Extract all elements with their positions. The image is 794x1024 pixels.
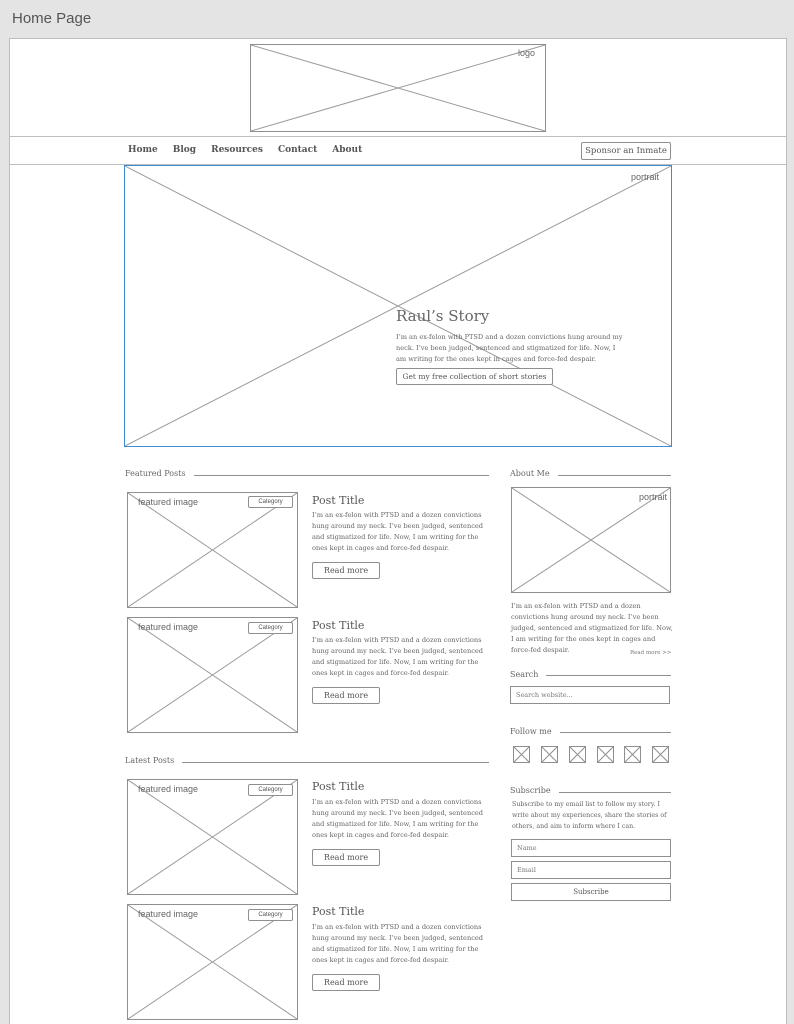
subscribe-label: Subscribe bbox=[510, 786, 559, 795]
search-label: Search bbox=[510, 670, 546, 679]
follow-me-label: Follow me bbox=[510, 727, 560, 736]
featured-image-tag: featured image bbox=[138, 497, 199, 507]
hero-image-tag: portrait bbox=[630, 172, 659, 182]
about-me-label: About Me bbox=[510, 469, 558, 478]
free-stories-button[interactable]: Get my free collection of short stories bbox=[396, 368, 553, 385]
latest-posts-label: Latest Posts bbox=[125, 756, 182, 765]
social-icon-2[interactable] bbox=[541, 746, 558, 763]
main-nav bbox=[128, 145, 362, 155]
nav-item-contact[interactable]: Contact bbox=[277, 145, 318, 155]
email-field[interactable]: Email bbox=[511, 861, 671, 879]
page-label: Home Page bbox=[12, 10, 92, 27]
sponsor-button[interactable]: Sponsor an Inmate bbox=[581, 142, 671, 160]
featured-posts-label: Featured Posts bbox=[125, 469, 194, 478]
nav-item-resources[interactable]: Resources bbox=[211, 145, 263, 155]
about-portrait[interactable] bbox=[511, 487, 671, 593]
post-excerpt: I’m an ex-felon with PTSD and a dozen convictions hung around my neck. I’ve been judged, sentenced and stigmatized for life. Now, I am writing for the ones kept in cages and force-fed despair. bbox=[312, 636, 484, 677]
featured-image-tag: featured image bbox=[138, 909, 199, 919]
read-more-button[interactable]: Read more bbox=[312, 562, 380, 579]
social-icon-5[interactable] bbox=[624, 746, 641, 763]
post-title[interactable]: Post Title bbox=[312, 780, 365, 793]
about-read-more-link[interactable]: Read more >> bbox=[630, 650, 672, 656]
hero-portrait[interactable] bbox=[124, 165, 672, 447]
subscribe-button[interactable]: Subscribe bbox=[511, 883, 671, 901]
featured-image-tag: featured image bbox=[138, 784, 199, 794]
artboard bbox=[9, 38, 787, 1024]
search-input[interactable]: Search website... bbox=[510, 686, 670, 704]
logo-placeholder[interactable] bbox=[250, 44, 546, 132]
post-featured-image[interactable] bbox=[127, 617, 298, 733]
nav-item-about[interactable]: About bbox=[332, 145, 363, 155]
post-excerpt: I’m an ex-felon with PTSD and a dozen convictions hung around my neck. I’ve been judged, sentenced and stigmatized for life. Now, I am writing for the ones kept in cages and force-fed despair. bbox=[312, 923, 484, 964]
post-featured-image[interactable] bbox=[127, 904, 298, 1020]
post-title[interactable]: Post Title bbox=[312, 494, 365, 507]
post-excerpt: I’m an ex-felon with PTSD and a dozen convictions hung around my neck. I’ve been judged, sentenced and stigmatized for life. Now, I am writing for the ones kept in cages and force-fed despair. bbox=[312, 798, 484, 839]
name-field[interactable]: Name bbox=[511, 839, 671, 857]
category-badge[interactable]: Category bbox=[248, 622, 293, 634]
about-image-tag: portrait bbox=[638, 492, 667, 502]
category-badge[interactable]: Category bbox=[248, 784, 293, 796]
post-title[interactable]: Post Title bbox=[312, 905, 365, 918]
logo-tag: logo bbox=[517, 48, 535, 58]
read-more-button[interactable]: Read more bbox=[312, 849, 380, 866]
social-icon-4[interactable] bbox=[597, 746, 614, 763]
post-featured-image[interactable] bbox=[127, 779, 298, 895]
category-badge[interactable]: Category bbox=[248, 496, 293, 508]
featured-image-tag: featured image bbox=[138, 622, 199, 632]
about-text: I’m an ex-felon with PTSD and a dozen convictions hung around my neck. I’ve been judged, sentenced and stigmatized for life. Now, I am writing for the ones kept in cages and force-fed despair. bbox=[511, 602, 673, 654]
social-icon-3[interactable] bbox=[569, 746, 586, 763]
nav-item-blog[interactable]: Blog bbox=[172, 145, 197, 155]
nav-item-home[interactable]: Home bbox=[128, 145, 158, 155]
social-icon-6[interactable] bbox=[652, 746, 669, 763]
hero-text: I’m an ex-felon with PTSD and a dozen convictions hung around my neck. I’ve been judged, sentenced and stigmatized for life. Now, I am writing for the ones kept in cages and force-fed despair. bbox=[396, 333, 623, 363]
read-more-button[interactable]: Read more bbox=[312, 687, 380, 704]
header-divider bbox=[10, 136, 787, 137]
post-title[interactable]: Post Title bbox=[312, 619, 365, 632]
post-featured-image[interactable] bbox=[127, 492, 298, 608]
subscribe-text: Subscribe to my email list to follow my story. I write about my experiences, share the stories of others, and aim to inform where I can. bbox=[512, 801, 667, 830]
hero-title: Raul’s Story bbox=[396, 307, 490, 325]
category-badge[interactable]: Category bbox=[248, 909, 293, 921]
post-excerpt: I’m an ex-felon with PTSD and a dozen convictions hung around my neck. I’ve been judged, sentenced and stigmatized for life. Now, I am writing for the ones kept in cages and force-fed despair. bbox=[312, 511, 484, 552]
read-more-button[interactable]: Read more bbox=[312, 974, 380, 991]
social-icon-1[interactable] bbox=[513, 746, 530, 763]
